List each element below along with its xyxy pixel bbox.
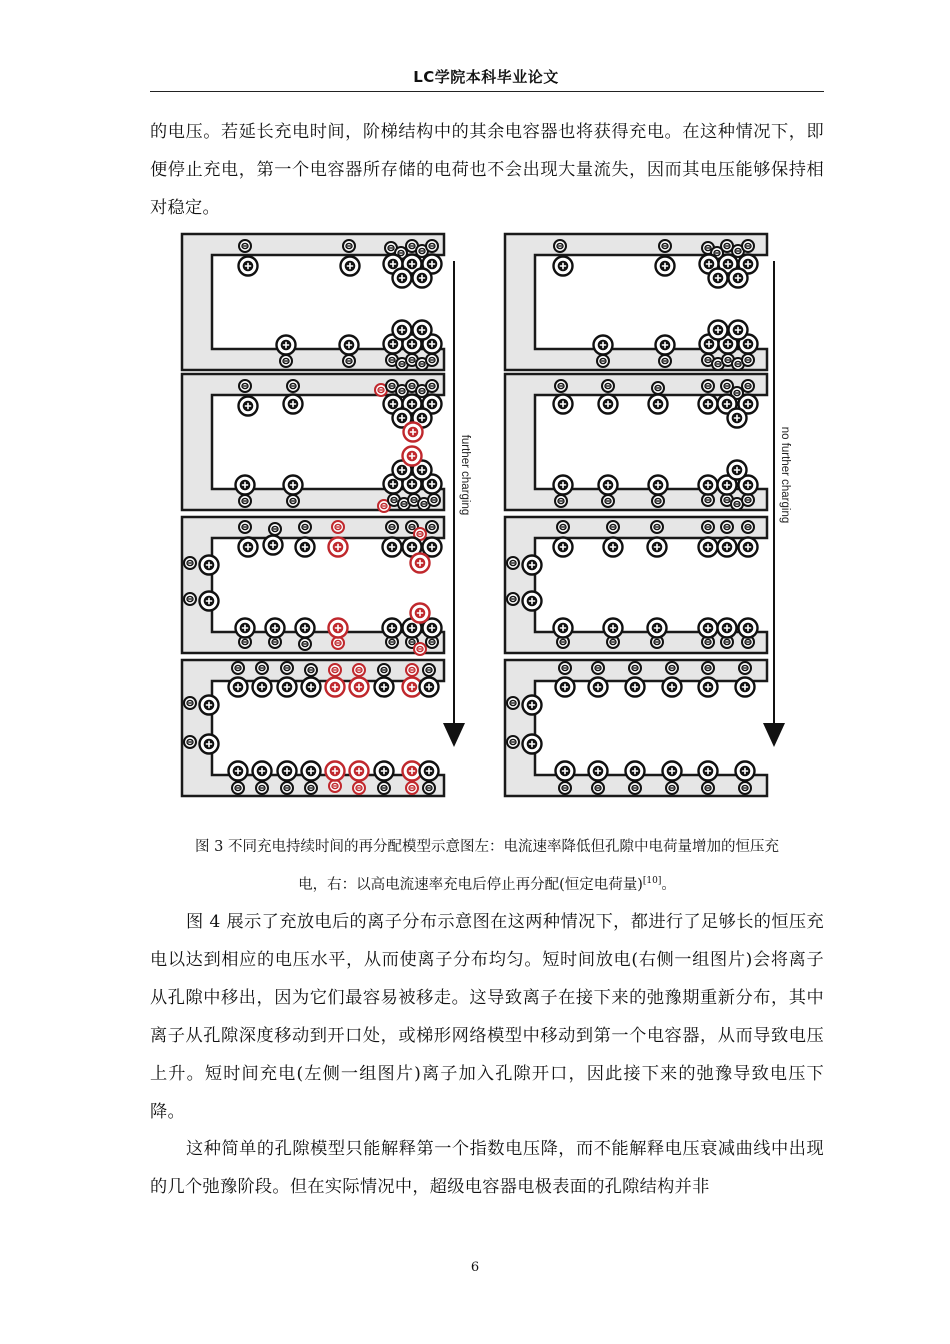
anion-icon [239,380,251,392]
cation-icon [326,678,345,697]
anion-icon [742,494,754,506]
cation-icon [626,678,645,697]
cation-icon [709,269,728,288]
cation-icon [329,538,348,557]
cation-icon [728,409,747,428]
anion-icon [597,355,609,367]
cation-icon [411,604,430,623]
cation-icon [278,762,297,781]
cation-icon [200,556,219,575]
anion-icon [666,782,678,794]
cation-icon [375,678,394,697]
anion-icon [378,664,390,676]
cation-icon [383,619,402,638]
anion-icon [287,495,299,507]
cation-icon [523,592,542,611]
anion-icon [592,662,604,674]
anion-icon [554,240,566,252]
anion-icon [652,495,664,507]
anion-icon [423,664,435,676]
anion-icon [557,521,569,533]
cation-icon [284,395,303,414]
cation-icon [423,538,442,557]
anion-icon [299,521,311,533]
cation-icon [663,762,682,781]
anion-icon [559,782,571,794]
anion-icon [659,240,671,252]
cation-icon [589,678,608,697]
cation-icon [413,269,432,288]
anion-icon [305,664,317,676]
anion-icon [232,782,244,794]
caption-line-2 [150,864,824,902]
cation-icon [648,538,667,557]
cation-icon [350,678,369,697]
anion-icon [332,637,344,649]
cation-icon [340,336,359,355]
cation-icon [296,538,315,557]
cation-icon [284,476,303,495]
cation-icon [329,619,348,638]
cation-icon [556,762,575,781]
anion-icon [507,557,519,569]
anion-icon [332,521,344,533]
anion-icon [742,521,754,533]
anion-icon [426,380,438,392]
cation-icon [326,762,345,781]
anion-icon [559,662,571,674]
ion-group-no-further-charging-3 [507,521,758,648]
anion-icon [507,593,519,605]
cation-icon [266,619,285,638]
cation-icon [699,619,718,638]
cation-icon [375,762,394,781]
cation-icon [556,678,575,697]
figure-3-redistribution-diagram [170,225,810,805]
further-charging-arrow [443,261,471,747]
anion-icon [426,240,438,252]
cation-icon [253,678,272,697]
cation-icon [302,678,321,697]
cation-icon [411,554,430,573]
cation-icon [729,269,748,288]
cation-icon [239,397,258,416]
anion-icon [739,782,751,794]
no-further-charging-label: no further charging [779,426,791,524]
cation-icon [604,619,623,638]
anion-icon [184,593,196,605]
cation-icon [649,476,668,495]
cation-icon [699,395,718,414]
cation-icon [253,762,272,781]
cation-icon [709,321,728,340]
cation-icon [656,336,675,355]
anion-icon [406,782,418,794]
anion-icon [592,782,604,794]
paragraph-1: 的电压。若延长充电时间，阶梯结构中的其余电容器也将获得充电。在这种情况下，即便停止充电，第一个电容器所存储的电荷也不会出现大量流失，因而其电压能够保持相对稳定。 [150,122,824,218]
anion-icon [281,782,293,794]
anion-icon [256,662,268,674]
anion-icon [353,664,365,676]
anion-icon [428,494,440,506]
anion-icon [651,521,663,533]
cation-icon [656,257,675,276]
anion-icon [406,664,418,676]
paragraph-3: 这种简单的孔隙模型只能解释第一个指数电压降，而不能解释电压衰减曲线中出现的几个弛豫阶段。但在实际情况中，超级电容器电极表面的孔隙结构并非 [150,1139,824,1197]
cation-icon [393,321,412,340]
anion-icon [280,355,292,367]
anion-icon [329,664,341,676]
anion-icon [269,523,281,535]
cation-icon [404,423,423,442]
cation-icon [604,538,623,557]
cation-icon [594,336,613,355]
anion-icon [239,240,251,252]
cation-icon [350,762,369,781]
cation-icon [523,556,542,575]
anion-icon [555,380,567,392]
anion-icon [742,354,754,366]
cation-icon [420,762,439,781]
anion-icon [426,354,438,366]
cation-icon [200,696,219,715]
cation-icon [236,476,255,495]
anion-icon [232,662,244,674]
cation-icon [200,735,219,754]
cation-icon [200,592,219,611]
anion-icon [659,355,671,367]
cation-icon [729,321,748,340]
cation-icon [278,678,297,697]
anion-icon [666,662,678,674]
page-number: 6 [470,1260,480,1275]
anion-icon [299,638,311,650]
cation-icon [296,619,315,638]
cation-icon [736,762,755,781]
cation-icon [420,678,439,697]
anion-icon [305,782,317,794]
anion-icon [721,521,733,533]
cation-icon [341,257,360,276]
cation-icon [599,395,618,414]
anion-icon [378,782,390,794]
cation-icon [277,336,296,355]
cation-icon [649,395,668,414]
caption-line-2-end: 。 [661,876,676,893]
figure-caption [150,830,824,902]
anion-icon [702,521,714,533]
cation-icon [523,735,542,754]
anion-icon [702,662,714,674]
anion-icon [343,355,355,367]
anion-icon [184,736,196,748]
anion-icon [426,521,438,533]
anion-icon [281,662,293,674]
cation-icon [599,476,618,495]
cation-icon [383,538,402,557]
anion-icon [287,380,299,392]
anion-icon [702,782,714,794]
anion-icon [742,240,754,252]
cation-icon [718,538,737,557]
cation-icon [554,257,573,276]
cation-icon [554,395,573,414]
anion-icon [607,521,619,533]
anion-icon [652,382,664,394]
caption-line-2-text: 电，右：以高电流速率充电后停止再分配(恒定电荷量) [298,876,643,893]
cation-icon [736,678,755,697]
anion-icon [353,782,365,794]
cation-icon [554,538,573,557]
anion-icon [602,495,614,507]
cation-icon [648,619,667,638]
cation-icon [523,696,542,715]
caption-line-1: 图 3 不同充电持续时间的再分配模型示意图左：电流速率降低但孔隙中电荷量增加的恒压充 [195,839,779,855]
cation-icon [739,619,758,638]
anion-icon [507,736,519,748]
anion-icon [329,780,341,792]
anion-icon [629,662,641,674]
cation-icon [699,762,718,781]
cation-icon [699,476,718,495]
anion-icon [239,495,251,507]
anion-icon [386,521,398,533]
anion-icon [423,782,435,794]
cation-icon [236,619,255,638]
paragraph-2: 图 4 展示了充放电后的离子分布示意图在这两种情况下，都进行了足够长的恒压充电以达到相应的电压水平，从而使离子分布均匀。短时间放电(右侧一组图片)会将离子从孔隙中移出，因为它们最容易被移走。这导致离子在接下来的弛豫期重新分布，其中离子从孔隙深度移动到开口处，或梯形网络模型中移动到第一个电容器，从而导致电压上升。短时间充电(左侧一组图片)离子加入孔隙开口，因此接下来的弛豫导致电压下降。 [150,912,824,1122]
cation-icon [626,762,645,781]
anion-icon [742,380,754,392]
cation-icon [239,257,258,276]
cation-icon [264,536,283,555]
anion-icon [184,557,196,569]
anion-icon [239,521,251,533]
cation-icon [302,762,321,781]
cation-icon [239,538,258,557]
citation-ref[interactable]: [10] [642,876,662,886]
header-divider [150,91,824,92]
anion-icon [702,380,714,392]
running-header-title: LC学院本科毕业论文 [413,68,559,86]
anion-icon [507,697,519,709]
cation-icon [554,619,573,638]
cation-icon [699,538,718,557]
cation-icon [229,678,248,697]
anion-icon [739,662,751,674]
cation-icon [229,762,248,781]
cation-icon [554,476,573,495]
further-charging-label: further charging [459,434,471,516]
anion-icon [256,782,268,794]
anion-icon [555,495,567,507]
cation-icon [728,461,747,480]
anion-icon [602,380,614,392]
anion-icon [343,240,355,252]
cation-icon [393,269,412,288]
anion-icon [414,643,426,655]
cation-icon [663,678,682,697]
cation-icon [413,321,432,340]
cation-icon [589,762,608,781]
anion-icon [629,782,641,794]
cation-icon [739,538,758,557]
cation-icon [718,619,737,638]
anion-icon [702,494,714,506]
cation-icon [403,447,422,466]
anion-icon [184,697,196,709]
cation-icon [699,678,718,697]
